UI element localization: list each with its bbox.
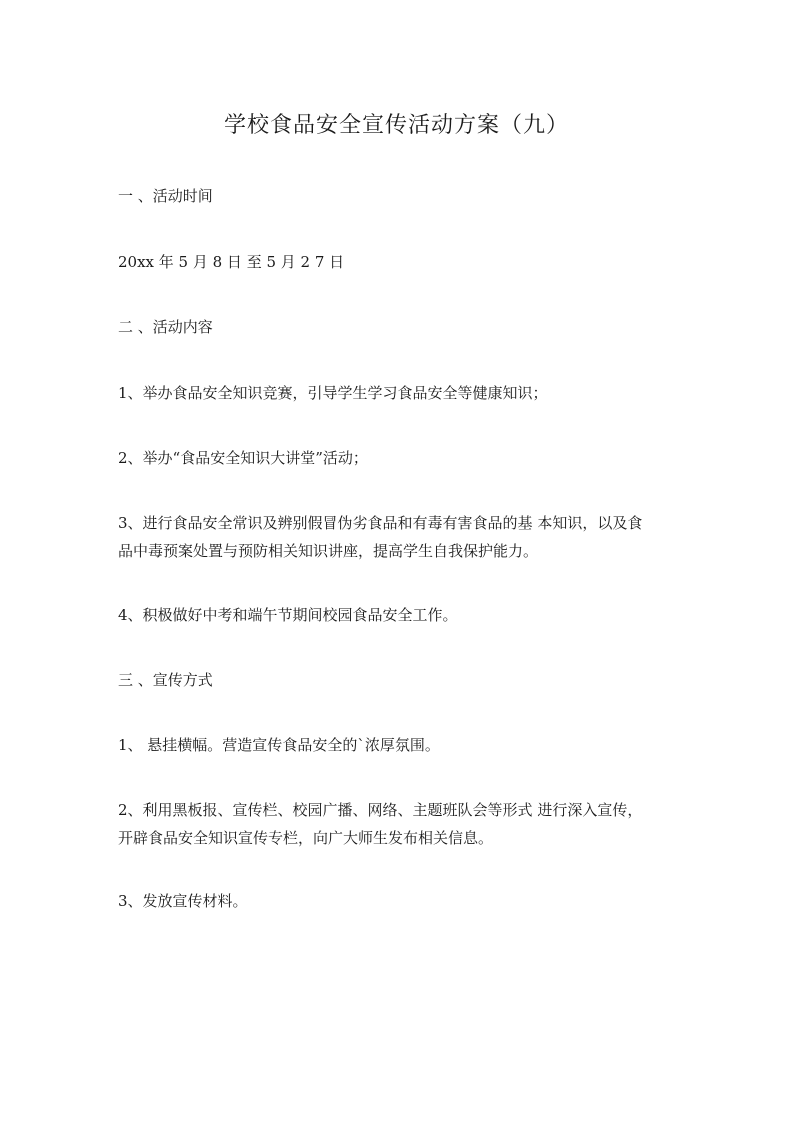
document-title: 学校食品安全宣传活动方案（九）	[223, 113, 569, 138]
method-item-2-line-2: 开辟食品安全知识宣传专栏，向广大师生发布相关信息。	[118, 829, 494, 847]
section-heading-time: 一 、活动时间	[118, 187, 213, 205]
content-item-3-line-1: 3、进行食品安全常识及辨别假冒伪劣食品和有毒有害食品的基 本知识，以及食	[118, 514, 643, 532]
content-item-2: 2、举办“食品安全知识大讲堂”活动；	[118, 449, 368, 467]
content-item-1: 1、举办食品安全知识竞赛，引导学生学习食品安全等健康知识；	[118, 384, 548, 402]
content-item-4: 4、积极做好中考和端午节期间校园食品安全工作。	[118, 606, 458, 624]
content-item-3	[118, 509, 680, 565]
activity-date: 20xx 年 5 月 8 日 至 5 月 2 7 日	[118, 253, 345, 271]
method-item-2	[118, 796, 680, 852]
section-heading-method: 三 、宣传方式	[118, 671, 213, 689]
method-item-2-line-1: 2、利用黑板报、宣传栏、校园广播、网络、主题班队会等形式 进行深入宣传，	[118, 801, 643, 819]
method-item-3: 3、发放宣传材料。	[118, 892, 248, 910]
content-item-3-line-2: 品中毒预案处置与预防相关知识讲座，提高学生自我保护能力。	[118, 542, 539, 560]
section-heading-content: 二 、活动内容	[118, 318, 213, 336]
method-item-1: 1、 悬挂横幅。营造宣传食品安全的`浓厚氛围。	[118, 736, 440, 754]
